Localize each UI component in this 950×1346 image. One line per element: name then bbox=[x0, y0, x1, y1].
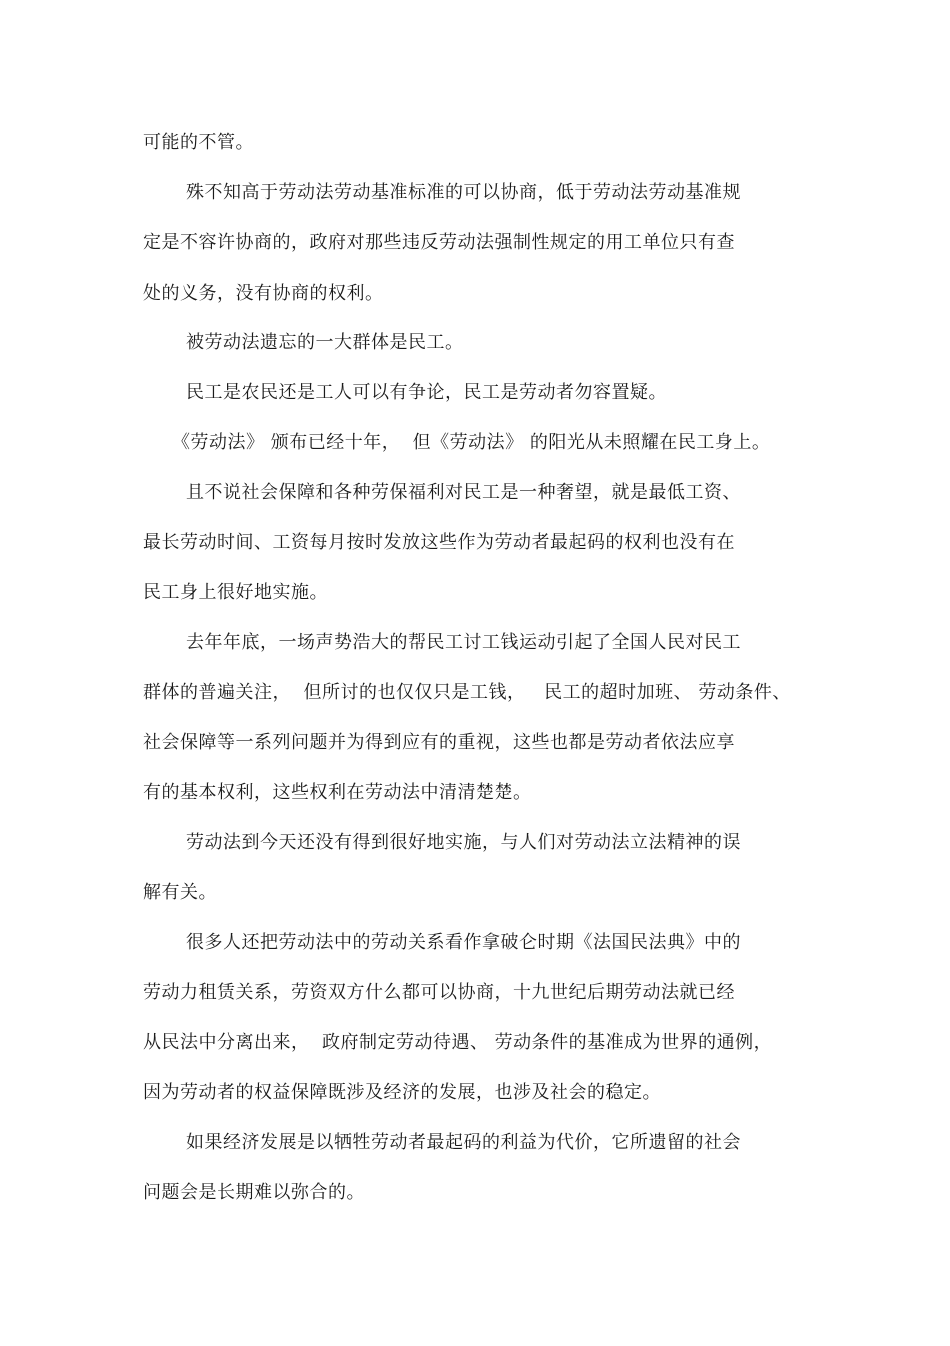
text-line: 殊不知高于劳动法劳动基准标准的可以协商，低于劳动法劳动基准规 bbox=[186, 182, 741, 203]
text-line: 很多人还把劳动法中的劳动关系看作拿破仑时期《法国民法典》中的 bbox=[186, 932, 741, 953]
text-line: 民工身上很好地实施。 bbox=[143, 582, 328, 603]
text-line: 有的基本权利，这些权利在劳动法中清清楚楚。 bbox=[143, 782, 532, 803]
text-line: 群体的普遍关注， 但所讨的也仅仅只是工钱， 民工的超时加班、 劳动条件、 bbox=[143, 682, 791, 703]
text-line: 定是不容许协商的，政府对那些违反劳动法强制性规定的用工单位只有查 bbox=[143, 232, 735, 253]
text-line: 解有关。 bbox=[143, 882, 217, 903]
text-line: 且不说社会保障和各种劳保福利对民工是一种奢望，就是最低工资、 bbox=[186, 482, 741, 503]
text-line: 如果经济发展是以牺牲劳动者最起码的利益为代价，它所遗留的社会 bbox=[186, 1132, 741, 1153]
text-line: 社会保障等一系列问题并为得到应有的重视，这些也都是劳动者依法应享 bbox=[143, 732, 735, 753]
text-line: 问题会是长期难以弥合的。 bbox=[143, 1182, 365, 1203]
text-line: 从民法中分离出来， 政府制定劳动待遇、 劳动条件的基准成为世界的通例， bbox=[143, 1032, 773, 1053]
text-line: 民工是农民还是工人可以有争论，民工是劳动者勿容置疑。 bbox=[186, 382, 667, 403]
text-line: 《劳动法》 颁布已经十年， 但《劳动法》 的阳光从未照耀在民工身上。 bbox=[172, 432, 771, 453]
text-line: 因为劳动者的权益保障既涉及经济的发展，也涉及社会的稳定。 bbox=[143, 1082, 661, 1103]
text-line: 最长劳动时间、工资每月按时发放这些作为劳动者最起码的权利也没有在 bbox=[143, 532, 735, 553]
text-line: 去年年底，一场声势浩大的帮民工讨工钱运动引起了全国人民对民工 bbox=[186, 632, 741, 653]
text-line: 劳动法到今天还没有得到很好地实施，与人们对劳动法立法精神的误 bbox=[186, 832, 741, 853]
text-line: 劳动力租赁关系，劳资双方什么都可以协商，十九世纪后期劳动法就已经 bbox=[143, 982, 735, 1003]
text-line: 被劳动法遗忘的一大群体是民工。 bbox=[186, 332, 464, 353]
text-line: 处的义务，没有协商的权利。 bbox=[143, 283, 384, 304]
text-line: 可能的不管。 bbox=[143, 132, 254, 153]
